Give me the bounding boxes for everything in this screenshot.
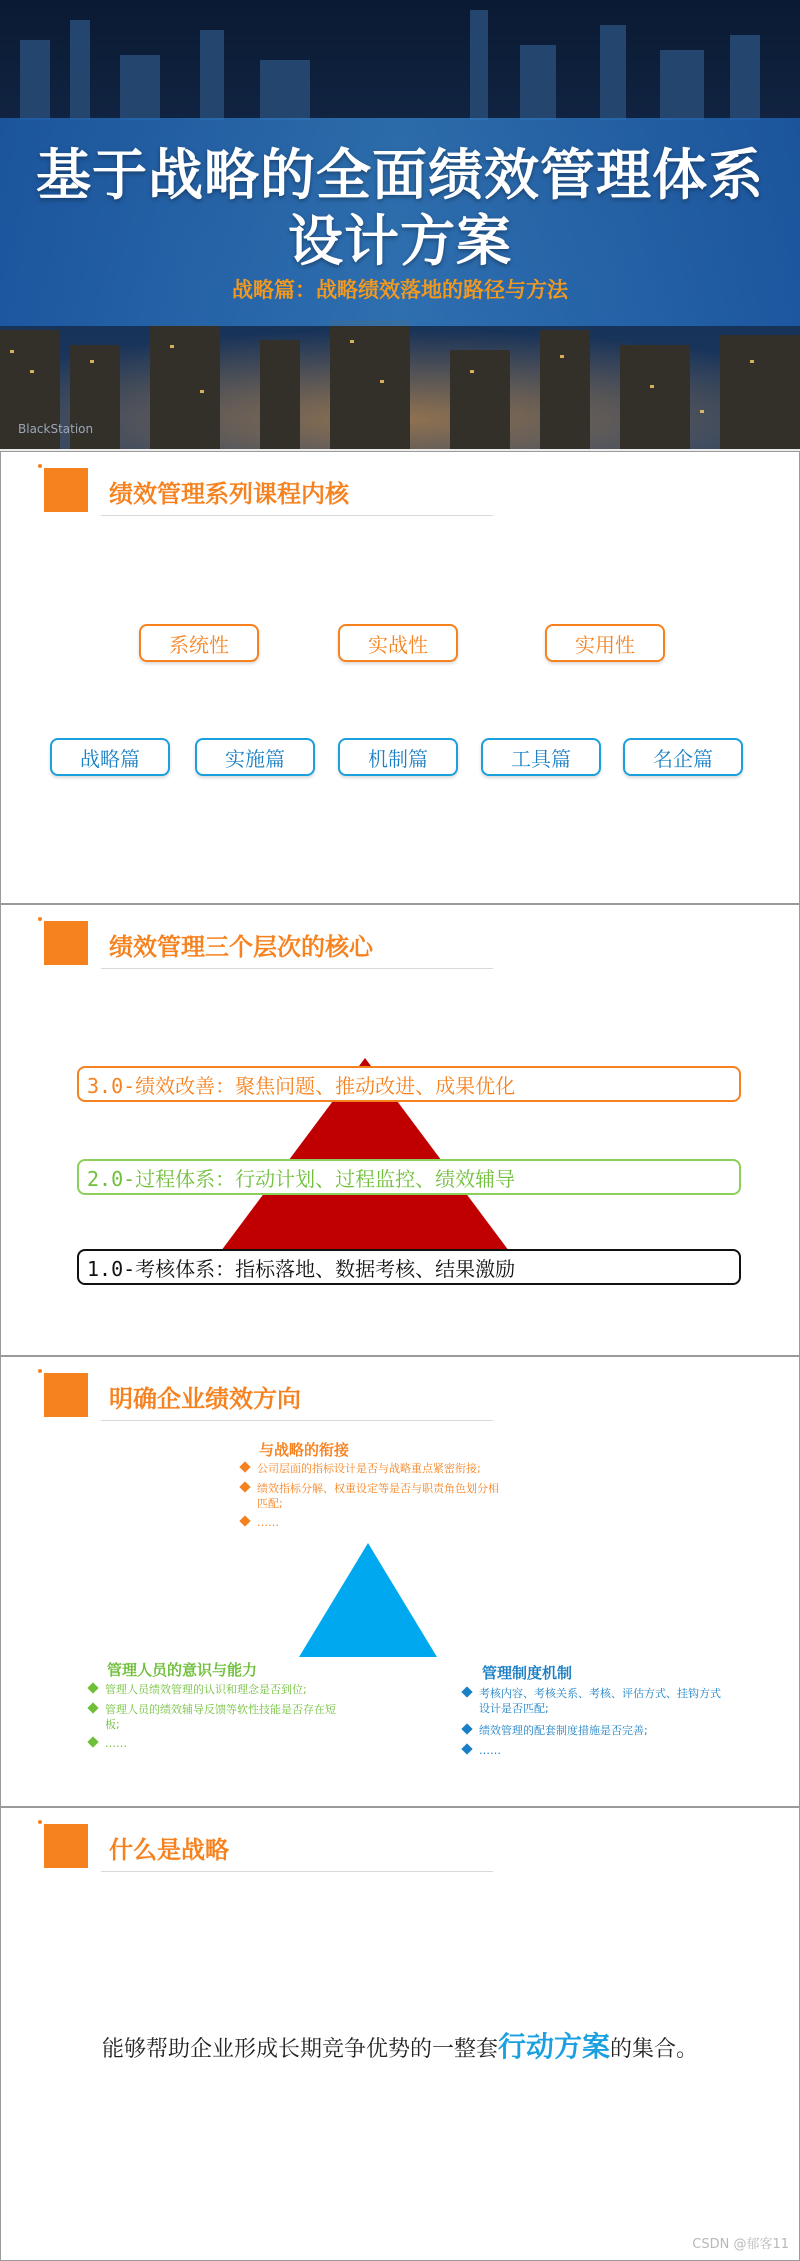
three-levels-slide xyxy=(0,904,800,1356)
attribute-tag: 实战性 xyxy=(338,624,458,662)
slide-title: 什么是战略 xyxy=(109,1836,229,1864)
diamond-bullet-icon xyxy=(461,1723,472,1734)
list-item: 管理人员的绩效辅导反馈等软性技能是否存在短板; xyxy=(89,1702,359,1732)
module-tag: 工具篇 xyxy=(481,738,601,776)
definition-emphasis: 行动方案 xyxy=(497,2030,610,2063)
diamond-bullet-icon xyxy=(461,1743,472,1754)
system-heading: 管理制度机制 xyxy=(482,1664,573,1682)
module-tag: 机制篇 xyxy=(338,738,458,776)
list-item: 绩效管理的配套制度措施是否完善; xyxy=(463,1723,733,1738)
cover-title-line1: 基于战略的全面绩效管理体系 xyxy=(35,143,764,207)
header-dot xyxy=(38,464,42,468)
definition-text-end: 的集合。 xyxy=(610,2037,699,2062)
what-is-strategy-slide xyxy=(0,1807,800,2261)
list-item: 绩效指标分解、权重设定等是否与职责角色划分相匹配; xyxy=(241,1481,511,1511)
module-tag: 战略篇 xyxy=(50,738,170,776)
list-item: …… xyxy=(463,1743,733,1758)
strategy-definition xyxy=(1,2025,799,2065)
module-tag: 实施篇 xyxy=(195,738,315,776)
strategy-heading: 与战略的衔接 xyxy=(259,1441,350,1459)
slide-title: 绩效管理三个层次的核心 xyxy=(109,933,373,961)
header-dot xyxy=(38,1820,42,1824)
brand-logo: BlackStation xyxy=(18,422,94,436)
performance-direction-slide xyxy=(0,1356,800,1807)
diamond-bullet-icon xyxy=(87,1702,98,1713)
header-divider xyxy=(101,1871,493,1872)
blue-triangle xyxy=(299,1543,437,1657)
cover-subtitle: 战略篇：战略绩效落地的路径与方法 xyxy=(232,278,568,302)
watermark: CSDN @郁客11 xyxy=(692,2237,789,2252)
diamond-bullet-icon xyxy=(87,1682,98,1693)
cover-slide xyxy=(0,0,800,449)
slide-title: 明确企业绩效方向 xyxy=(109,1385,301,1413)
level-3-box: 3.0-绩效改善：聚焦问题、推动改进、成果优化 xyxy=(77,1066,741,1102)
list-item: …… xyxy=(241,1515,511,1530)
list-item: 管理人员绩效管理的认识和理念是否到位; xyxy=(89,1682,359,1697)
diamond-bullet-icon xyxy=(461,1686,472,1697)
header-square-icon xyxy=(44,1824,88,1868)
attribute-tag: 实用性 xyxy=(545,624,665,662)
pyramid-graphic xyxy=(1,905,799,1355)
cover-title-line2: 设计方案 xyxy=(287,209,512,273)
header-square-icon xyxy=(44,468,88,512)
course-core-slide xyxy=(0,451,800,904)
module-tag: 名企篇 xyxy=(623,738,743,776)
people-heading: 管理人员的意识与能力 xyxy=(107,1661,258,1679)
slide-title: 绩效管理系列课程内核 xyxy=(109,480,349,508)
list-item: 公司层面的指标设计是否与战略重点紧密衔接; xyxy=(241,1461,511,1476)
list-item: 考核内容、考核关系、考核、评估方式、挂钩方式设计是否匹配; xyxy=(463,1686,733,1716)
header-divider xyxy=(101,515,493,516)
level-1-box: 1.0-考核体系：指标落地、数据考核、结果激励 xyxy=(77,1249,741,1285)
list-item: …… xyxy=(89,1736,359,1751)
attribute-tag: 系统性 xyxy=(139,624,259,662)
definition-text-start: 能够帮助企业形成长期竞争优势的一整套 xyxy=(101,2037,498,2062)
level-2-box: 2.0-过程体系：行动计划、过程监控、绩效辅导 xyxy=(77,1159,741,1195)
diamond-bullet-icon xyxy=(87,1736,98,1747)
